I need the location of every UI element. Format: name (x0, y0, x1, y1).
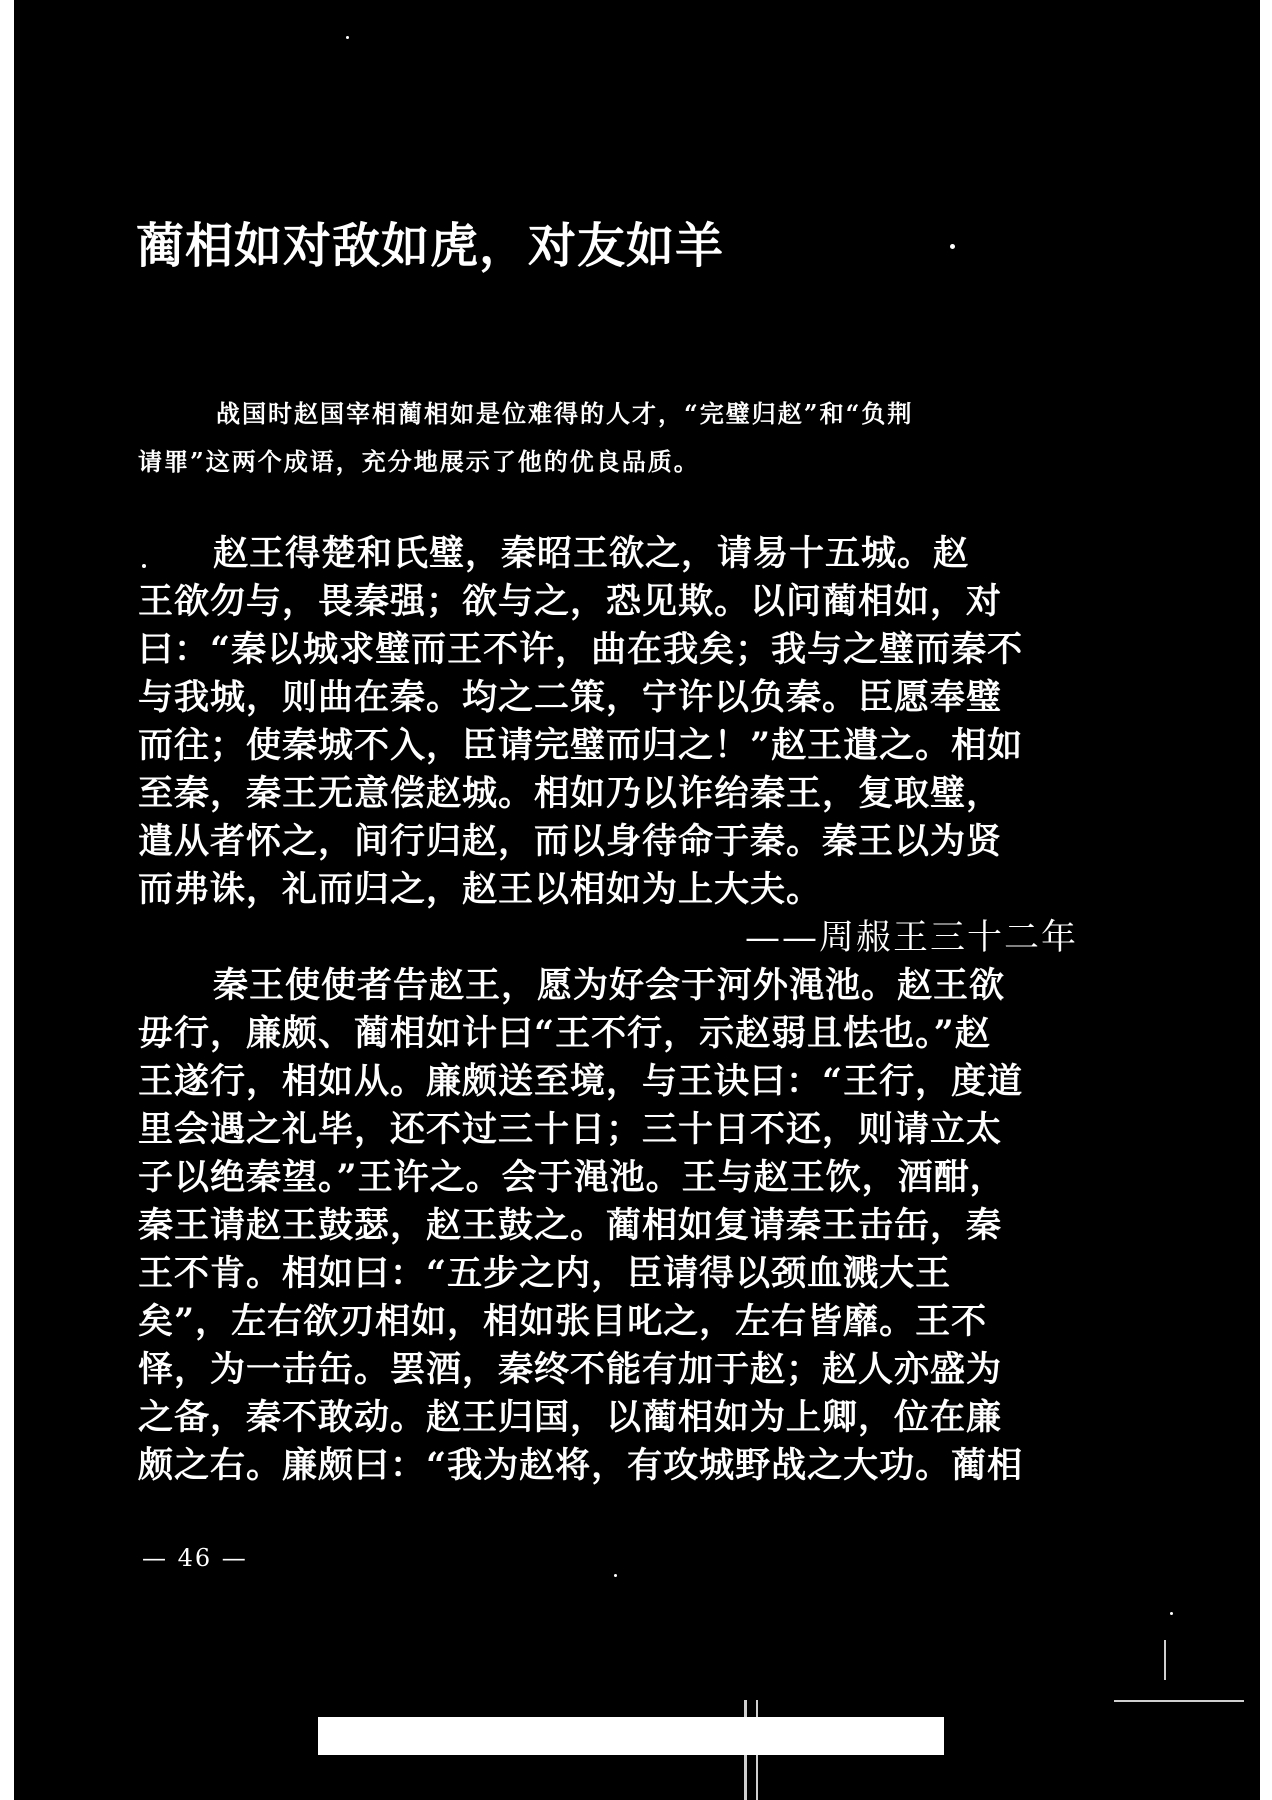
passage-line: 之备，秦不敢动。赵王归国，以蔺相如为上卿，位在廉 (138, 1397, 1003, 1438)
scan-speck (950, 244, 955, 249)
passage-line: 遣从者怀之，间行归赵，而以身待命于秦。秦王以为贤 (138, 821, 1003, 862)
source-citation: ——周赧王三十二年 (744, 918, 1078, 958)
passage-line: 王遂行，相如从。廉颇送至境，与王诀曰：“王行，度道 (138, 1061, 1024, 1102)
page-number: — 46 — (142, 1544, 248, 1572)
passage-line: 与我城，则曲在秦。均之二策，宁许以负秦。臣愿奉璧 (138, 677, 1003, 718)
passage-line: 而往；使秦城不入，臣请完璧而归之！”赵王遣之。相如 (138, 725, 1024, 766)
intro-line: 战国时赵国宰相蔺相如是位难得的人才，“完璧归赵”和“负荆 (216, 399, 914, 428)
passage-line: 曰：“秦以城求璧而王不许，曲在我矣；我与之璧而秦不 (138, 629, 1024, 670)
passage-line: 秦王请赵王鼓瑟，赵王鼓之。蔺相如复请秦王击缶，秦 (138, 1205, 1003, 1246)
scan-streak (1164, 1640, 1166, 1680)
passage-line: 至秦，秦王无意偿赵城。相如乃以诈绐秦王，复取璧， (138, 773, 1003, 814)
page-title: 蔺相如对敌如虎，对友如羊 (136, 218, 725, 274)
passage-line: 秦王使使者告赵王，愿为好会于河外渑池。赵王欲 (213, 965, 1006, 1006)
passage-line: 怿，为一击缶。罢酒，秦终不能有加于赵；赵人亦盛为 (138, 1349, 1003, 1390)
intro-paragraph (138, 390, 1074, 486)
passage-line: 赵王得楚和氏璧，秦昭王欲之，请易十五城。赵 (213, 533, 970, 574)
passage-line: 矣”，左右欲刃相如，相如张目叱之，左右皆靡。王不 (138, 1301, 988, 1342)
passage-line: 里会遇之礼毕，还不过三十日；三十日不还，则请立太 (138, 1109, 1003, 1150)
intro-line: 请罪”这两个成语，充分地展示了他的优良品质。 (138, 447, 700, 476)
scan-speck (614, 1574, 617, 1577)
passage-line: 颇之右。廉颇曰：“我为赵将，有攻城野战之大功。蔺相 (138, 1445, 1024, 1486)
passage-body (138, 530, 1078, 1490)
scan-streak (1114, 1700, 1244, 1702)
passage-line: 毋行，廉颇、蔺相如计曰“王不行，示赵弱且怯也。”赵 (138, 1013, 991, 1054)
passage-line: 王不肯。相如曰：“五步之内，臣请得以颈血溅大王 (138, 1253, 952, 1294)
passage-line: 而弗诛，礼而归之，赵王以相如为上大夫。 (138, 869, 823, 910)
passage-line: 王欲勿与，畏秦强；欲与之，恐见欺。以问蔺相如，对 (138, 581, 1003, 622)
scan-speck (142, 564, 146, 568)
redaction-bar (318, 1717, 944, 1755)
scanned-page (14, 0, 1260, 1800)
scan-speck (1170, 1612, 1173, 1615)
scan-speck (346, 36, 349, 39)
passage-line: 子以绝秦望。”王许之。会于渑池。王与赵王饮，酒酣， (138, 1157, 1006, 1198)
